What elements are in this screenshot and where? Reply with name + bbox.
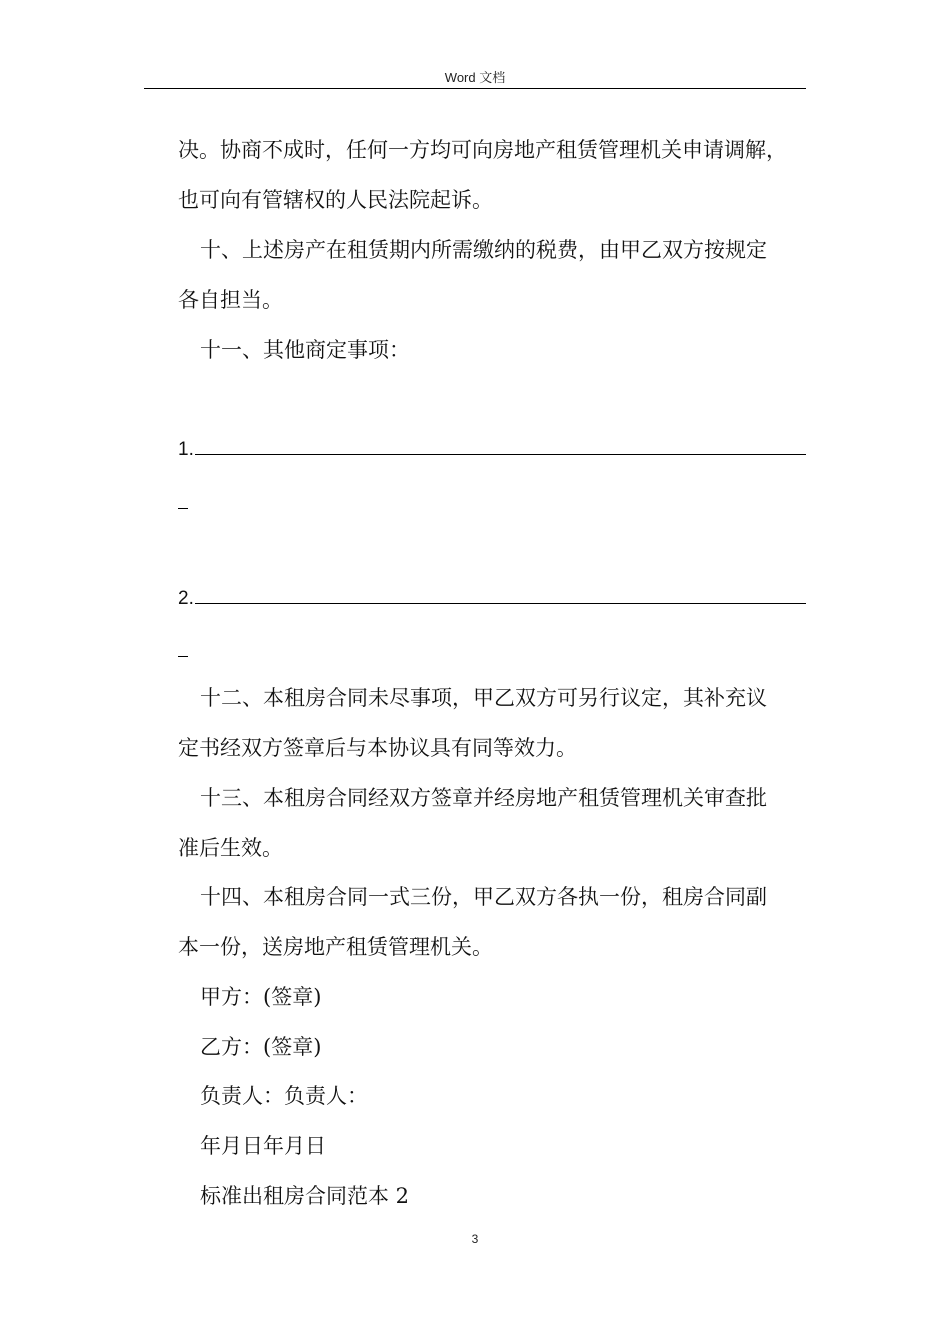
clause-10-line: 十、上述房产在租赁期内所需缴纳的税费，由甲乙双方按规定 <box>200 238 767 262</box>
clause-11-heading: 十一、其他商定事项： <box>200 338 410 362</box>
clause-12-line: 定书经双方签章后与本协议具有同等效力。 <box>178 736 577 760</box>
fill-in-underline <box>195 602 806 604</box>
page-header: Word 文档 <box>444 70 506 85</box>
page-number: 3 <box>471 1232 479 1246</box>
paragraph-line: 也可向有管辖权的人民法院起诉。 <box>178 188 493 212</box>
fill-in-underline <box>195 453 806 455</box>
item-1-label: 1. <box>178 439 194 460</box>
fill-in-underline-overflow <box>178 656 188 657</box>
party-a-signature: 甲方：(签章) <box>200 985 322 1009</box>
responsible-persons: 负责人：负责人： <box>200 1084 368 1108</box>
fill-in-item-2 <box>178 588 808 610</box>
header-divider <box>144 88 806 89</box>
signature-dates: 年月日年月日 <box>200 1134 326 1158</box>
clause-14-line: 十四、本租房合同一式三份，甲乙双方各执一份，租房合同副 <box>200 885 767 909</box>
clause-12-line: 十二、本租房合同未尽事项，甲乙双方可另行议定，其补充议 <box>200 686 767 710</box>
paragraph-line: 决。协商不成时，任何一方均可向房地产租赁管理机关申请调解， <box>178 138 787 162</box>
clause-13-line: 十三、本租房合同经双方签章并经房地产租赁管理机关审查批 <box>200 786 767 810</box>
next-section-title: 标准出租房合同范本 2 <box>200 1184 410 1208</box>
clause-10-line: 各自担当。 <box>178 288 283 312</box>
clause-13-line: 准后生效。 <box>178 836 283 860</box>
party-b-signature: 乙方：(签章) <box>200 1035 322 1059</box>
fill-in-item-1 <box>178 439 808 461</box>
fill-in-underline-overflow <box>178 508 188 509</box>
clause-14-line: 本一份，送房地产租赁管理机关。 <box>178 935 493 959</box>
item-2-label: 2. <box>178 588 194 609</box>
